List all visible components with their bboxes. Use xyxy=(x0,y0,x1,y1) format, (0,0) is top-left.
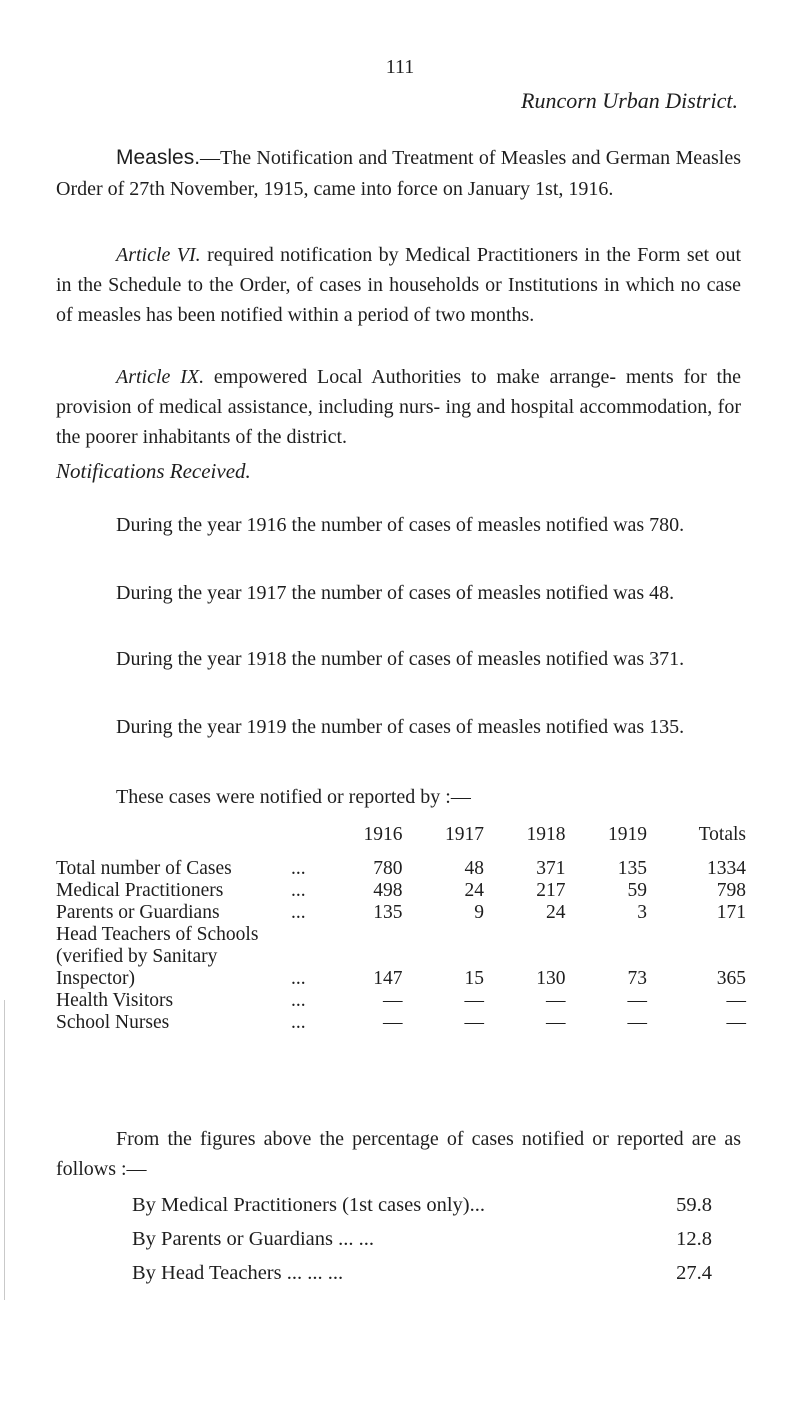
table-row xyxy=(56,1012,746,1034)
row-leader-dots: ... xyxy=(291,880,306,901)
table-cell: — xyxy=(627,990,647,1011)
running-head: Runcorn Urban District. xyxy=(521,88,738,113)
table-row xyxy=(56,858,746,880)
table-cell xyxy=(402,946,483,968)
row-leader-dots: ... xyxy=(291,990,306,1011)
table-row xyxy=(56,902,746,924)
table-cell: 9 xyxy=(474,902,484,923)
row-leader-dots: ... xyxy=(291,858,306,879)
scan-edge-shadow xyxy=(4,1000,5,1300)
table-cell: — xyxy=(382,990,403,1011)
table-cell: — xyxy=(726,990,746,1011)
table-cell: — xyxy=(545,1012,566,1033)
article-ix-paragraph xyxy=(56,362,741,452)
table-cell: — xyxy=(382,1012,403,1033)
table-cell: 15 xyxy=(464,968,484,989)
column-header: 1918 xyxy=(526,824,566,845)
percent-label: By Parents or Guardians ... ... xyxy=(132,1228,374,1250)
table-cell: — xyxy=(464,1012,484,1033)
year-paragraph: During the year 1916 the number of cases of measles notified was 780. xyxy=(116,514,685,536)
table-row xyxy=(56,880,746,902)
notifications-heading: Notifications Received. xyxy=(56,459,251,483)
year-paragraph: During the year 1919 the number of cases of measles notified was 135. xyxy=(116,716,685,738)
table-cell xyxy=(647,924,746,946)
row-leader-dots xyxy=(291,946,321,968)
table-cell: — xyxy=(627,1012,647,1033)
row-label: Health Visitors xyxy=(56,990,174,1011)
table-cell: — xyxy=(464,990,484,1011)
measles-heading: Measles. xyxy=(116,146,201,169)
row-label: Total number of Cases xyxy=(56,858,232,879)
percent-value: 12.8 xyxy=(676,1228,712,1250)
row-label: Parents or Guardians xyxy=(56,902,220,923)
row-leader-dots xyxy=(291,924,321,946)
percent-label: By Head Teachers ... ... ... xyxy=(132,1262,344,1284)
table-row xyxy=(56,968,746,990)
table-cell xyxy=(484,924,565,946)
table-cell: 780 xyxy=(373,858,403,879)
table-cell: 130 xyxy=(536,968,566,989)
table-cell: 1334 xyxy=(707,858,746,879)
table-row xyxy=(56,924,746,946)
table-cell: 59 xyxy=(627,880,647,901)
row-label: School Nurses xyxy=(56,1012,170,1033)
table-cell: 73 xyxy=(627,968,647,989)
percent-row xyxy=(132,1190,712,1221)
table-cell: — xyxy=(726,1012,746,1033)
table-cell: 48 xyxy=(464,858,484,879)
year-paragraph: During the year 1918 the number of cases of measles notified was 371. xyxy=(116,648,685,670)
table-cell xyxy=(321,946,402,968)
table-cell: 24 xyxy=(545,902,566,923)
row-label: (verified by Sanitary xyxy=(56,946,218,967)
table-header-row xyxy=(56,824,746,858)
table-cell xyxy=(484,946,565,968)
table-cell xyxy=(565,946,646,968)
cases-table xyxy=(56,824,746,1034)
row-label: Head Teachers of Schools xyxy=(56,924,259,945)
year-paragraph: During the year 1917 the number of cases of measles notified was 48. xyxy=(116,582,675,604)
table-cell: 3 xyxy=(637,902,647,923)
percent-row xyxy=(132,1258,712,1289)
column-header: 1917 xyxy=(444,824,484,845)
percent-label: By Medical Practitioners (1st cases only)... xyxy=(132,1194,485,1216)
row-label: Medical Practitioners xyxy=(56,880,224,901)
table-cell xyxy=(402,924,483,946)
intro-paragraph xyxy=(56,142,741,204)
percent-value: 59.8 xyxy=(676,1194,712,1216)
article-vi-paragraph xyxy=(56,240,741,330)
table-row xyxy=(56,946,746,968)
row-label: Inspector) xyxy=(56,968,136,989)
table-cell xyxy=(647,946,746,968)
row-leader-dots: ... xyxy=(291,902,306,923)
table-cell: 217 xyxy=(536,880,566,901)
column-header: 1916 xyxy=(363,824,403,845)
table-cell: 371 xyxy=(536,858,566,879)
percent-value: 27.4 xyxy=(676,1262,712,1284)
article-ix-text: empowered Local Authorities to make arrange- ments for the provision of medical assistance, including nurs- ing and hospital accommodation, for the poorer inhabitants of the district. xyxy=(56,366,741,448)
row-leader-dots: ... xyxy=(291,968,306,989)
table-cell: 171 xyxy=(716,902,746,923)
page-number: 111 xyxy=(385,56,415,78)
table-cell: — xyxy=(545,990,566,1011)
article-ix-label: Article IX. xyxy=(116,366,205,388)
percent-lead: From the figures above the percentage of cases notified or reported are as follows :— xyxy=(56,1128,741,1180)
table-lead: These cases were notified or reported by :— xyxy=(116,786,471,808)
table-cell: 147 xyxy=(373,968,403,989)
table-cell: 365 xyxy=(716,968,746,989)
table-row xyxy=(56,990,746,1012)
table-cell: 24 xyxy=(464,880,484,901)
article-vi-label: Article VI. xyxy=(116,244,201,266)
percent-row xyxy=(132,1224,712,1255)
table-cell: 498 xyxy=(373,880,403,901)
row-leader-dots: ... xyxy=(291,1012,306,1033)
table-cell xyxy=(565,924,646,946)
table-cell: 135 xyxy=(373,902,403,923)
column-header: Totals xyxy=(698,824,746,845)
intro-text: —The Notification and Treatment of Measles and German Measles Order of 27th November, 1915, came into force on January 1st, 1916. xyxy=(56,147,741,200)
table-cell xyxy=(321,924,402,946)
article-vi-text: required notification by Medical Practitioners in the Form set out in the Schedule to the Order, of cases in households or Institutions in which no case of measles has been notified within a period of two months. xyxy=(56,244,741,326)
table-cell: 135 xyxy=(617,858,647,879)
column-header: 1919 xyxy=(607,824,647,845)
table-body xyxy=(56,858,746,1034)
table-cell: 798 xyxy=(716,880,746,901)
